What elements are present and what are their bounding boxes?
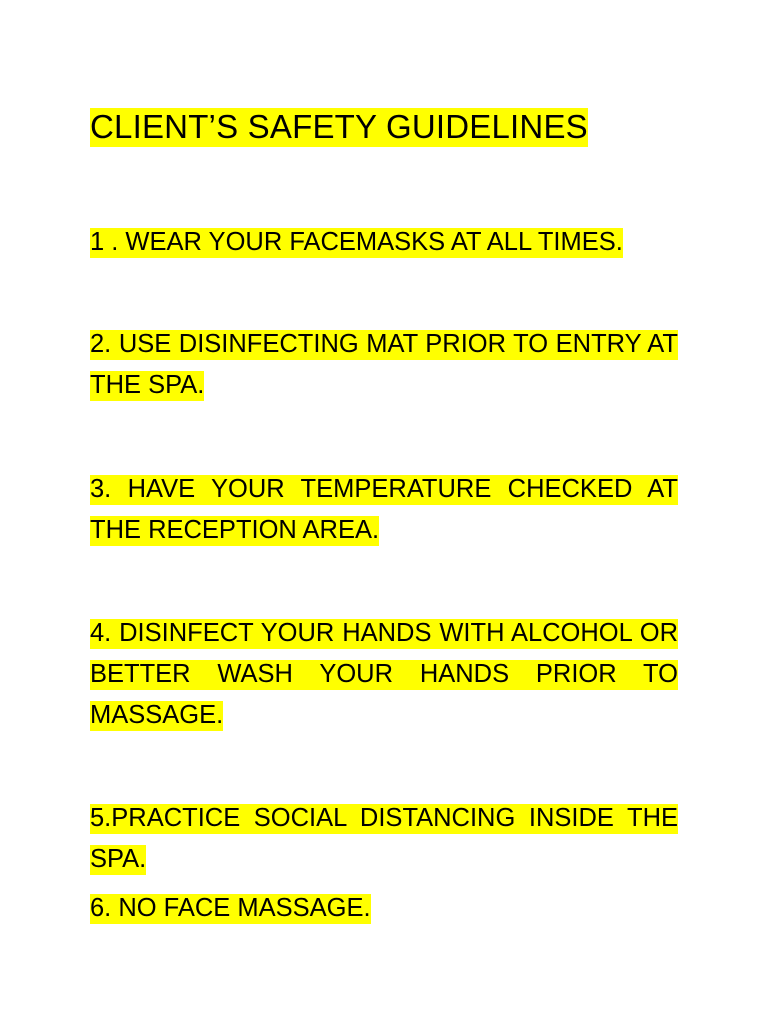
- guideline-item-2: [90, 324, 678, 406]
- guideline-item-1-text: 1 . WEAR YOUR FACEMASKS AT ALL TIMES.: [90, 228, 623, 256]
- guideline-item-6-text: 6. NO FACE MASSAGE.: [90, 894, 371, 922]
- guideline-item-4: [90, 613, 678, 736]
- document-title-text: CLIENT’S SAFETY GUIDELINES: [90, 108, 588, 145]
- guideline-item-6: [90, 888, 678, 929]
- guideline-item-4-text: 4. DISINFECT YOUR HANDS WITH ALCOHOL OR BETTER WASH YOUR HANDS PRIOR TO MASSAGE.: [90, 619, 678, 729]
- guideline-item-3: [90, 469, 678, 551]
- guideline-item-2-text: 2. USE DISINFECTING MAT PRIOR TO ENTRY AT THE SPA.: [90, 330, 678, 399]
- guideline-item-1: [90, 222, 678, 263]
- document-title: [90, 104, 650, 149]
- guideline-item-3-text: 3. HAVE YOUR TEMPERATURE CHECKED AT THE RECEPTION AREA.: [90, 475, 678, 544]
- guideline-item-5: [90, 798, 678, 880]
- guideline-item-5-text: 5.PRACTICE SOCIAL DISTANCING INSIDE THE SPA.: [90, 804, 678, 873]
